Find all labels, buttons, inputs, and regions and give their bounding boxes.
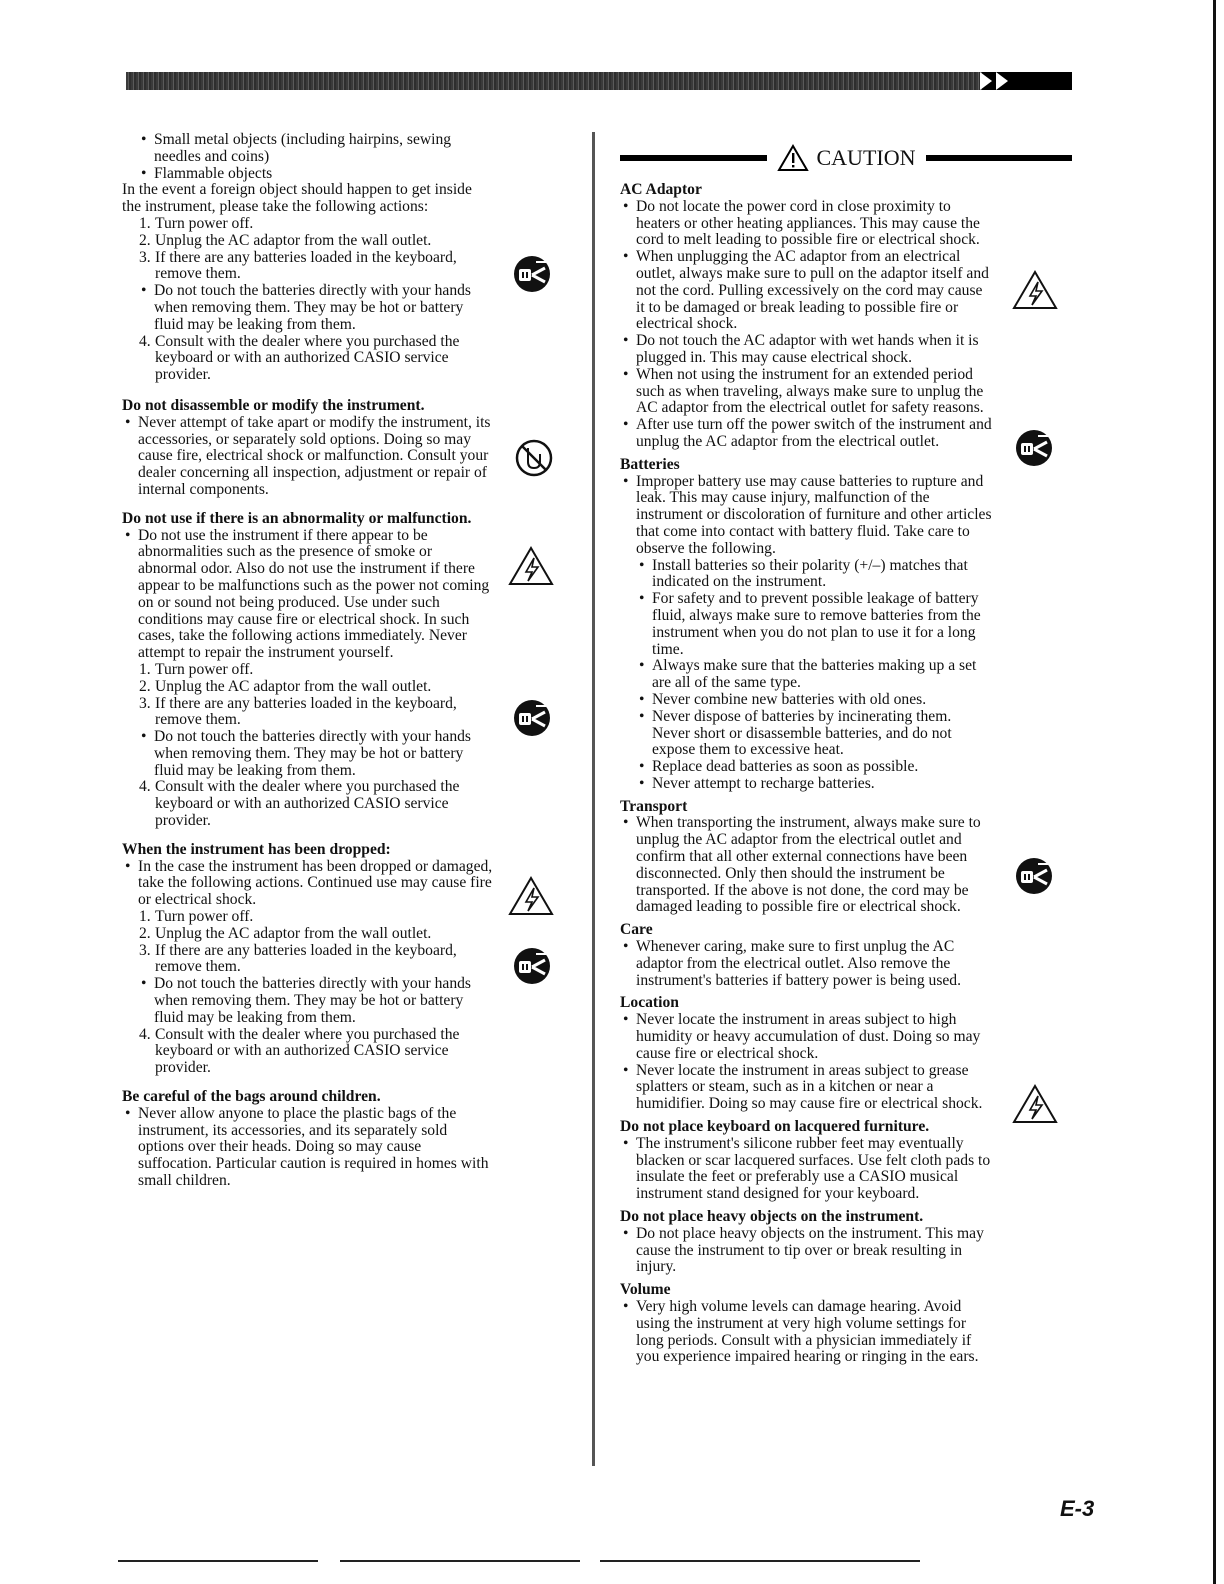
section-heading: Do not place keyboard on lacquered furniture. <box>620 1118 930 1136</box>
list-item: • Never locate the instrument in areas subject to grease splatters or steam, such as in a kitchen or near a humidifier. Doing so may cause fire or electrical shock. <box>620 1063 992 1113</box>
section-heading: AC Adaptor <box>620 181 702 198</box>
unplug-icon <box>1014 428 1054 468</box>
section-heading: When the instrument has been dropped: <box>122 840 391 858</box>
left-column <box>122 132 494 1190</box>
step-item: 3. If there are any batteries loaded in the keyboard, remove them. <box>139 694 457 729</box>
electric-shock-warning-icon <box>1012 270 1058 310</box>
caution-title: CAUTION <box>816 145 916 170</box>
caution-rule-left <box>620 155 767 161</box>
list-item: • Never allow anyone to place the plastic bags of the instrument, its accessories, and its separately sold options over their heads. Doing so may cause suffocation. Particular caution is required in homes with small children. <box>122 1106 494 1190</box>
caution-triangle-icon <box>777 144 809 172</box>
list-item: • When unplugging the AC adaptor from an electrical outlet, always make sure to pull on the adaptor itself and not the cord. Pulling excessively on the cord may cause it to be damaged or break leading to possible fire or electrical shock. <box>620 249 992 333</box>
step-item: 1. Turn power off. <box>139 214 254 232</box>
list-item: • When not using the instrument for an extended period such as when traveling, always make sure to unplug the AC adaptor from the electrical outlet for safety reasons. <box>620 367 992 417</box>
unplug-icon <box>512 698 552 738</box>
electric-shock-warning-icon <box>1012 1084 1058 1124</box>
list-item: • Never locate the instrument in areas subject to high humidity or heavy accumulation of dust. Doing so may cause fire or electrical shock. <box>620 1012 992 1062</box>
step-item: 1. Turn power off. <box>139 908 254 926</box>
list-item: • Do not touch the AC adaptor with wet hands when it is plugged in. This may cause electrical shock. <box>620 333 992 367</box>
intro-paragraph: In the event a foreign object should happen to get inside the instrument, please take the following actions: <box>122 181 472 216</box>
page-edge-line <box>1213 0 1216 1584</box>
section-heading: Do not disassemble or modify the instrument. <box>122 396 425 414</box>
unplug-icon <box>1014 856 1054 896</box>
list-item: • Do not locate the power cord in close proximity to heaters or other heating appliances. This may cause the cord to melt leading to possible fire or electrical shock. <box>620 199 992 249</box>
list-item: • Very high volume levels can damage hearing. Avoid using the instrument at very high volume settings for long periods. Consult with a physician immediately if you experience impaired hearing or ringing in the ears. <box>620 1299 992 1366</box>
list-item: • Do not use the instrument if there appear to be abnormalities such as the presence of smoke or abnormal odor. Also do not use the instrument if there appear to be malfunctions such as the power not coming on or sound not being produced. Use under such conditions may cause fire or electrical shock. In such cases, take the following actions immediately. Never attempt to repair the instrument yourself. <box>122 528 494 662</box>
section-heading: Volume <box>620 1281 671 1299</box>
list-item: • Never attempt of take apart or modify the instrument, its accessories, or separately sold options. Doing so may cause fire, electrical shock or malfunction. Consult your dealer concerning all inspection, adjustment or repair of internal components. <box>122 415 494 499</box>
caution-rule-right <box>926 155 1073 161</box>
section-heading: Do not place heavy objects on the instrument. <box>620 1208 924 1226</box>
list-item: • Do not touch the batteries directly with your hands when removing them. They may be hot or battery fluid may be leaking from them. <box>138 976 494 1026</box>
list-item: • Do not touch the batteries directly with your hands when removing them. They may be hot or battery fluid may be leaking from them. <box>138 283 494 333</box>
section-heading: Care <box>620 921 653 939</box>
list-item: • Never attempt to recharge batteries. <box>636 776 992 793</box>
footer-rule <box>600 1560 920 1562</box>
header-bar <box>126 72 1072 90</box>
chevron-right-icon <box>980 72 992 90</box>
list-item: • Whenever caring, make sure to first unplug the AC adaptor from the electrical outlet. Also remove the instrument's batteries if battery power is being used. <box>620 939 992 989</box>
list-item: • Do not touch the batteries directly with your hands when removing them. They may be hot or battery fluid may be leaking from them. <box>138 729 494 779</box>
step-item: 2. Unplug the AC adaptor from the wall outlet. <box>139 677 432 695</box>
footer-rule <box>340 1560 580 1562</box>
unplug-icon <box>512 946 552 986</box>
unplug-icon <box>512 254 552 294</box>
step-item: 4. Consult with the dealer where you purchased the keyboard or with an authorized CASIO service provider. <box>139 778 460 830</box>
list-item: • Install batteries so their polarity (+/–) matches that indicated on the instrument. <box>636 558 992 592</box>
right-column <box>620 182 992 1366</box>
section-heading: Transport <box>620 797 688 815</box>
list-item: • Do not place heavy objects on the instrument. This may cause the instrument to tip over or break resulting in injury. <box>620 1226 992 1276</box>
chevron-right-icon <box>996 72 1008 90</box>
electric-shock-warning-icon <box>508 876 554 916</box>
caution-header <box>620 144 1072 172</box>
list-item: • For safety and to prevent possible leakage of battery fluid, always make sure to remove batteries from the instrument when you do not plan to use it for a long time. <box>636 591 992 658</box>
step-item: 4. Consult with the dealer where you purchased the keyboard or with an authorized CASIO service provider. <box>139 332 460 384</box>
list-item: • When transporting the instrument, always make sure to unplug the AC adaptor from the electrical outlet and confirm that all other external connections have been disconnected. Only then should the instrument be transported. If the above is not done, the cord may be damaged leading to possible fire or electrical shock. <box>620 815 992 916</box>
list-item: • Flammable objects <box>138 166 494 183</box>
footer-rule <box>118 1560 318 1562</box>
list-item: • Improper battery use may cause batteries to rupture and leak. This may cause injury, malfunction of the instrument or discoloration of furniture and other articles that come into contact with battery fluid. Take care to observe the following. <box>620 474 992 558</box>
step-item: 4. Consult with the dealer where you purchased the keyboard or with an authorized CASIO service provider. <box>139 1025 460 1077</box>
section-heading: Batteries <box>620 455 680 473</box>
no-disassemble-icon <box>514 438 554 478</box>
list-item: • Always make sure that the batteries making up a set are all of the same type. <box>636 658 992 692</box>
step-item: 2. Unplug the AC adaptor from the wall outlet. <box>139 924 432 942</box>
step-item: 2. Unplug the AC adaptor from the wall outlet. <box>139 231 432 249</box>
section-heading: Do not use if there is an abnormality or malfunction. <box>122 509 472 527</box>
list-item: • Replace dead batteries as soon as possible. <box>636 759 992 776</box>
electric-shock-warning-icon <box>508 546 554 586</box>
list-item: • Never combine new batteries with old ones. <box>636 692 992 709</box>
step-item: 3. If there are any batteries loaded in the keyboard, remove them. <box>139 941 457 976</box>
column-divider <box>592 132 595 1466</box>
step-item: 3. If there are any batteries loaded in the keyboard, remove them. <box>139 248 457 283</box>
step-item: 1. Turn power off. <box>139 660 254 678</box>
page-number: E-3 <box>1060 1496 1095 1521</box>
section-heading: Be careful of the bags around children. <box>122 1088 381 1106</box>
list-item: • In the case the instrument has been dropped or damaged, take the following actions. Continued use may cause fire or electrical shock. <box>122 859 494 909</box>
list-item: • The instrument's silicone rubber feet may eventually blacken or scar lacquered surfaces. Use felt cloth pads to insulate the feet or preferably use a CASIO musical instrument stand designed for your keyboard. <box>620 1136 992 1203</box>
list-item: • After use turn off the power switch of the instrument and unplug the AC adaptor from the electrical outlet. <box>620 417 992 451</box>
list-item: • Never dispose of batteries by incinerating them. Never short or disassemble batteries, and do not expose them to excessive heat. <box>636 709 992 759</box>
list-item: • Small metal objects (including hairpins, sewing needles and coins) <box>138 132 494 166</box>
section-heading: Location <box>620 994 679 1012</box>
